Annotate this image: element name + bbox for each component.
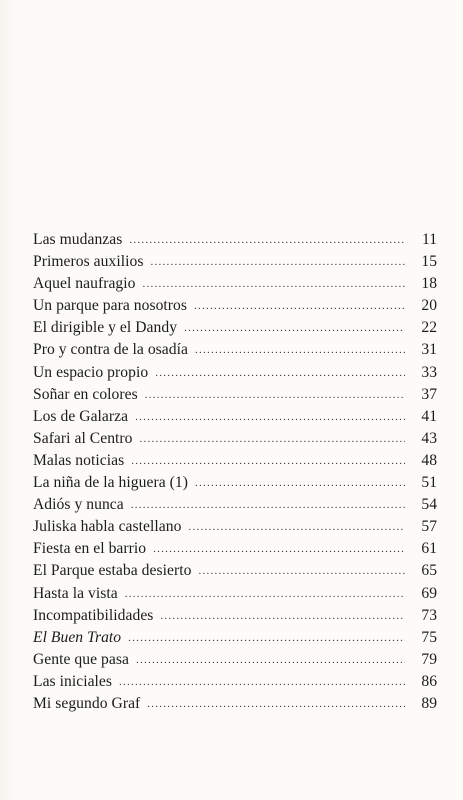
toc-entry: [33, 384, 437, 406]
toc-entry: [33, 273, 437, 295]
toc-entry-title: Juliska habla castellano: [33, 518, 182, 536]
toc-dot-leader: [131, 494, 405, 516]
toc-entry: [33, 406, 437, 428]
toc-entry-page-number: 54: [421, 496, 437, 514]
toc-entry: [33, 605, 437, 627]
toc-entry-title: Las mudanzas: [33, 231, 123, 248]
toc-entry-page-number: 18: [421, 275, 437, 293]
toc-entry-title: Soñar en colores: [33, 385, 138, 403]
toc-entry-title: Aquel naufragio: [33, 275, 136, 293]
toc-dot-leader: [184, 317, 405, 339]
toc-entry-page-number: 11: [421, 231, 437, 248]
toc-entry: [33, 538, 437, 560]
toc-entry-page-number: 86: [421, 672, 437, 690]
toc-entry: [33, 472, 437, 494]
toc-entry-page-number: 37: [421, 385, 437, 403]
toc-entry-title: Un espacio propio: [33, 363, 149, 381]
toc-entry-page-number: 75: [421, 628, 437, 646]
toc-entry-title: Los de Galarza: [33, 407, 129, 425]
toc-entry-title: Malas noticias: [33, 451, 125, 469]
toc-dot-leader: [135, 406, 405, 428]
toc-dot-leader: [153, 538, 405, 560]
toc-dot-leader: [143, 273, 405, 295]
toc-entry: [33, 317, 437, 339]
toc-entry-page-number: 41: [421, 407, 437, 425]
toc-entry-page-number: 20: [421, 297, 437, 315]
toc-entry-page-number: 22: [421, 319, 437, 337]
toc-entry-title: Hasta la vista: [33, 584, 118, 602]
toc-dot-leader: [128, 627, 405, 649]
toc-entry-title: El Buen Trato: [33, 628, 122, 646]
toc-entry-title: Gente que pasa: [33, 650, 129, 668]
toc-entry-title: La niña de la higuera (1): [33, 474, 188, 492]
toc-entry-page-number: 57: [421, 518, 437, 536]
toc-entry: [33, 671, 437, 693]
toc-entry: [33, 560, 437, 582]
toc-entry: [33, 516, 437, 538]
toc-dot-leader: [125, 583, 405, 605]
toc-entry-title: Adiós y nunca: [33, 496, 124, 514]
toc-entry-page-number: 31: [421, 341, 437, 359]
toc-entry-title: Mi segundo Graf: [33, 694, 141, 712]
toc-dot-leader: [198, 560, 405, 582]
toc-entry: [33, 295, 437, 317]
toc-entry-title: Un parque para nosotros: [33, 297, 188, 315]
toc-entry-page-number: 48: [421, 451, 437, 469]
toc-entry-page-number: 61: [421, 540, 437, 558]
toc-entry: [33, 649, 437, 671]
toc-dot-leader: [195, 472, 405, 494]
toc-entry-title: El dirigible y el Dandy: [33, 319, 178, 337]
toc-dot-leader: [140, 428, 405, 450]
toc-entry: [33, 229, 437, 251]
table-of-contents: [33, 229, 437, 715]
toc-entry: [33, 494, 437, 516]
toc-entry: [33, 627, 437, 649]
toc-dot-leader: [195, 339, 405, 361]
toc-dot-leader: [129, 229, 405, 251]
toc-entry-page-number: 15: [421, 253, 437, 271]
toc-entry-page-number: 69: [421, 584, 437, 602]
toc-entry: [33, 693, 437, 715]
toc-entry-title: Primeros auxilios: [33, 253, 144, 271]
toc-dot-leader: [147, 693, 405, 715]
toc-entry: [33, 428, 437, 450]
toc-entry-page-number: 89: [421, 694, 437, 712]
toc-entry: [33, 583, 437, 605]
toc-entry-title: Pro y contra de la osadía: [33, 341, 188, 359]
toc-entry-page-number: 79: [421, 650, 437, 668]
toc-dot-leader: [150, 251, 405, 273]
toc-entry-title: Las iniciales: [33, 672, 113, 690]
toc-entry-title: Safari al Centro: [33, 429, 133, 447]
toc-entry: [33, 450, 437, 472]
toc-dot-leader: [131, 450, 405, 472]
toc-dot-leader: [119, 671, 405, 693]
toc-entry: [33, 251, 437, 273]
toc-entry-title: El Parque estaba desierto: [33, 562, 192, 580]
toc-dot-leader: [194, 295, 405, 317]
toc-entry-page-number: 33: [421, 363, 437, 381]
toc-entry-page-number: 65: [421, 562, 437, 580]
toc-entry: [33, 339, 437, 361]
toc-entry-title: Incompatibilidades: [33, 606, 154, 624]
toc-entry-page-number: 43: [421, 429, 437, 447]
toc-dot-leader: [188, 516, 405, 538]
toc-entry-page-number: 73: [421, 606, 437, 624]
toc-dot-leader: [160, 605, 405, 627]
toc-entry: [33, 362, 437, 384]
toc-entry-page-number: 51: [421, 474, 437, 492]
toc-dot-leader: [155, 362, 405, 384]
toc-dot-leader: [136, 649, 405, 671]
toc-entry-title: Fiesta en el barrio: [33, 540, 147, 558]
toc-dot-leader: [145, 384, 405, 406]
